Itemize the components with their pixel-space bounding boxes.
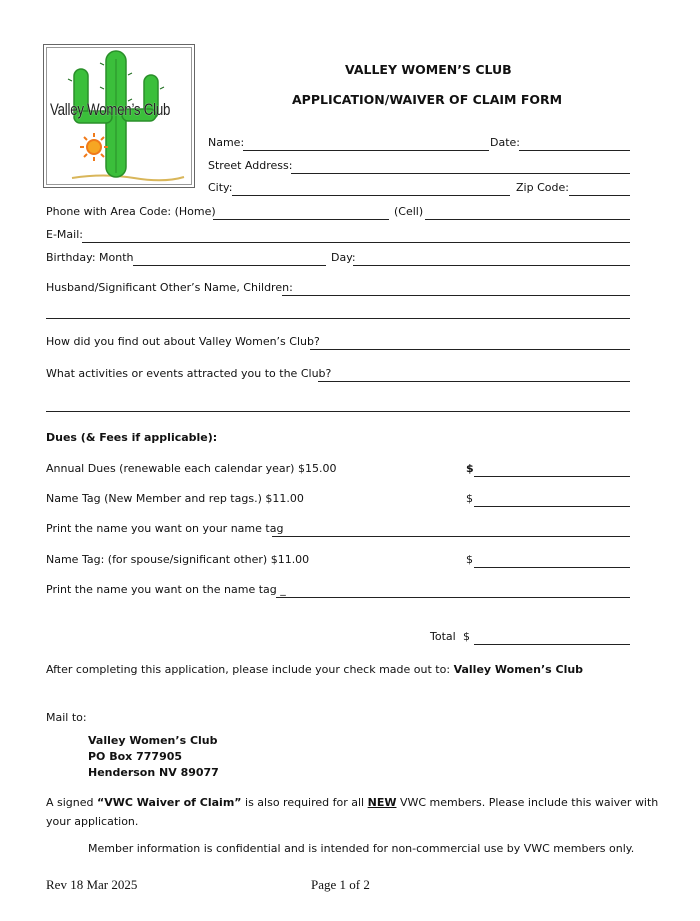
page-number: Page 1 of 2 xyxy=(311,877,370,892)
birthday-month-label: Birthday: Month xyxy=(46,251,134,264)
activities-label: What activities or events attracted you to the Club? xyxy=(46,367,332,380)
total-label: Total xyxy=(430,630,456,643)
phone-home-field[interactable] xyxy=(213,219,389,220)
zip-label: Zip Code: xyxy=(516,181,569,194)
spouse-field-extra-line[interactable] xyxy=(46,318,630,319)
waiver-text-c: is also required for all xyxy=(241,796,368,809)
mail-address-line2: PO Box 777905 xyxy=(88,750,183,763)
birthday-day-label: Day: xyxy=(331,251,356,264)
spouse-tag-currency: $ xyxy=(466,553,473,566)
name-tag-label: Name Tag (New Member and rep tags.) $11.00 xyxy=(46,492,304,505)
waiver-title: “VWC Waiver of Claim” xyxy=(97,796,242,809)
print-name-label: Print the name you want on your name tag xyxy=(46,522,284,535)
page-subtitle: APPLICATION/WAIVER OF CLAIM FORM xyxy=(292,92,563,107)
waiver-text-a: A signed xyxy=(46,796,98,809)
how-found-field[interactable] xyxy=(310,349,630,350)
email-field[interactable] xyxy=(82,242,630,243)
waiver-notice xyxy=(46,796,658,809)
name-tag-currency: $ xyxy=(466,492,473,505)
name-tag-amount-field[interactable] xyxy=(474,506,630,507)
page-title: VALLEY WOMEN’S CLUB xyxy=(345,62,512,77)
street-field[interactable] xyxy=(291,173,630,174)
annual-dues-label: Annual Dues (renewable each calendar year) $15.00 xyxy=(46,462,337,475)
waiver-text-e: VWC members. Please include this waiver with xyxy=(396,796,659,809)
annual-dues-currency: $ xyxy=(466,462,474,475)
zip-field[interactable] xyxy=(569,195,630,196)
mail-address-line3: Henderson NV 89077 xyxy=(88,766,219,779)
how-found-label: How did you find out about Valley Women’s Club? xyxy=(46,335,320,348)
club-logo xyxy=(43,44,195,188)
mail-to-label: Mail to: xyxy=(46,711,87,724)
birthday-day-field[interactable] xyxy=(353,265,630,266)
waiver-new-emphasis: NEW xyxy=(367,796,397,809)
phone-cell-label: (Cell) xyxy=(394,205,424,218)
date-label: Date: xyxy=(490,136,520,149)
dues-heading: Dues (& Fees if applicable): xyxy=(46,431,218,444)
check-instructions-text: After completing this application, please include your check made out to: xyxy=(46,663,454,676)
check-instructions xyxy=(46,663,583,676)
logo-text: Valley Women’s Club xyxy=(50,100,171,119)
activities-field-extra-line[interactable] xyxy=(46,411,630,412)
spouse-field[interactable] xyxy=(282,295,630,296)
print-name-spouse-label: Print the name you want on the name tag _ xyxy=(46,583,286,596)
spouse-label: Husband/Significant Other’s Name, Children: xyxy=(46,281,293,294)
annual-dues-amount-field[interactable] xyxy=(474,476,630,477)
date-field[interactable] xyxy=(519,150,630,151)
print-name-spouse-field[interactable] xyxy=(276,597,630,598)
spouse-tag-label: Name Tag: (for spouse/significant other) $11.00 xyxy=(46,553,310,566)
confidential-notice: Member information is confidential and is intended for non-commercial use by VWC members only. xyxy=(88,842,635,855)
birthday-month-field[interactable] xyxy=(133,265,326,266)
name-label: Name: xyxy=(208,136,245,149)
email-label: E-Mail: xyxy=(46,228,83,241)
city-field[interactable] xyxy=(232,195,510,196)
spouse-tag-amount-field[interactable] xyxy=(474,567,630,568)
print-name-field[interactable] xyxy=(272,536,630,537)
name-field[interactable] xyxy=(243,150,489,151)
total-currency: $ xyxy=(463,630,470,643)
mail-address-line1: Valley Women’s Club xyxy=(88,734,218,747)
total-amount-field[interactable] xyxy=(474,644,630,645)
check-payee: Valley Women’s Club xyxy=(453,663,584,676)
cactus-sun-logo-icon xyxy=(44,45,194,187)
revision-note: Rev 18 Mar 2025 xyxy=(46,877,138,892)
activities-field[interactable] xyxy=(318,381,630,382)
phone-cell-field[interactable] xyxy=(425,219,630,220)
street-label: Street Address: xyxy=(208,159,293,172)
waiver-notice-line2: your application. xyxy=(46,815,139,828)
phone-home-label: Phone with Area Code: (Home) xyxy=(46,205,216,218)
city-label: City: xyxy=(208,181,233,194)
